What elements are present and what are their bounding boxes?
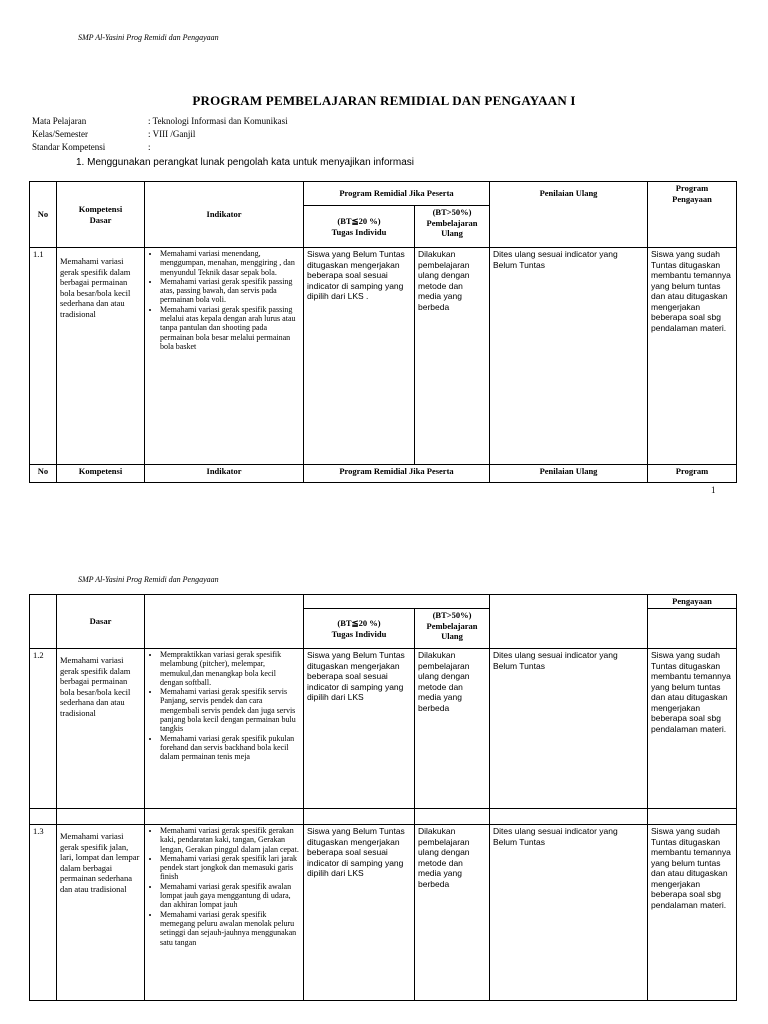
table-row [30,825,737,1001]
header-indikator: Indikator [145,465,304,483]
page-number: 1 [711,485,716,495]
header-kompetensi-dasar [57,182,145,248]
list-item: • Memahami variasi gerak spesifik lari jarak pendek start jongkok dan memasuki garis finish [160,854,300,882]
meta-label: Kelas/Semester [32,129,88,139]
row-tugas-individu: Siswa yang Belum Tuntas ditugaskan mengerjakan beberapa soal sesuai indicator di samping yang dipilih dari LKS [304,825,415,1001]
header-penilaian-ulang: Penilaian Ulang [490,465,648,483]
standard-competence: 1. Menggunakan perangkat lunak pengolah kata untuk menyajikan informasi [76,157,414,168]
row-pembelajaran-ulang: Dilakukan pembelajaran ulang dengan metode dan media yang berbeda [415,248,490,465]
header-bt-over: (BT>50%) [432,610,472,620]
meta-value: : [148,142,151,152]
list-item: • Memahami variasi gerak spesifik memegang peluru awalan menolak peluru setinggi dan sejauh-jauhnya menggunakan satu tangan [160,910,300,947]
row-kompetensi: Memahami variasi gerak spesifik dalam berbagai permainan bola besar/bola kecil sederhana dan atau tradisional [57,649,145,809]
list-item: • Mempraktikkan variasi gerak spesifik melambung (pitcher), melempar, memukul,dan menangkap bola kecil dengan softball. [160,650,300,687]
header-ulang: Pembelajaran Ulang [426,217,478,238]
header-program-remidial: Program Remidial Jika Peserta [304,182,490,206]
row-indikator [145,248,304,465]
row-indikator [145,649,304,809]
list-item: • Memahami variasi gerak spesifik passing melalui atas kepala dengan arah lurus atau tanpa pantulan dan shooting pada permainan bola besar melalui permainan bola basket [160,305,300,351]
header-kompetensi: Kompetensi [57,465,145,483]
row-tugas-individu: Siswa yang Belum Tuntas ditugaskan mengerjakan beberapa soal sesuai indicator di samping yang dipilih dari LKS [304,649,415,809]
row-indikator [145,825,304,1001]
header-program: Program [675,183,709,193]
header-program-remidial: Program Remidial Jika Peserta [304,465,490,483]
header-bt-over: (BT>50%) [432,207,472,217]
header-note: SMP Al-Yasini Prog Remidi dan Pengayaan [78,33,219,42]
header-pengayaan: Pengayaan [648,595,737,609]
document-page-1 [0,0,768,508]
row-pengayaan: Siswa yang sudah Tuntas ditugaskan membantu temannya yang belum tuntas dan atau ditugaskan mengerjakan beberapa soal sbg pendalaman materi. [648,248,737,465]
remedial-table-1 [29,181,737,483]
list-item: • Memahami variasi gerak spesifik gerakan kaki, pendaratan kaki, tangan, Gerakan lengan, Gerakan pinggul dalam jalan cepat. [160,826,300,854]
header-kompetensi: Kompetensi [78,204,123,214]
header-pembelajaran-ulang [415,206,490,248]
header-penilaian-ulang: Penilaian Ulang [490,182,648,248]
header-dasar: Dasar [57,595,145,649]
table-row [30,649,737,809]
list-item: • Memahami variasi gerak spesifik passing atas, passing bawah, dan servis pada permainan bola voli. [160,277,300,305]
remedial-table-2 [29,594,737,1001]
meta-value: : Teknologi Informasi dan Komunikasi [148,116,288,126]
meta-label: Mata Pelajaran [32,116,87,126]
row-pengayaan: Siswa yang sudah Tuntas ditugaskan membantu temannya yang belum tuntas dan atau ditugaskan mengerjakan beberapa soal sbg pendalaman materi. [648,825,737,1001]
header-pengayaan: Pengayaan [672,193,712,204]
header-dasar: Dasar [89,214,112,225]
row-kompetensi: Memahami variasi gerak spesifik dalam berbagai permainan bola besar/bola kecil sederhana dan atau tradisional [57,248,145,465]
header-program: Program [648,465,737,483]
indikator-list [148,249,300,351]
header-program-pengayaan [648,182,737,248]
header-tugas-individu [304,206,415,248]
meta-value: : VIII /Ganjil [148,129,196,139]
indikator-list [148,826,300,947]
table-row [30,248,737,465]
list-item: • Memahami variasi gerak spesifik awalan lompat jauh gaya menggantung di udara, dan akhiran lompat jauh [160,882,300,910]
row-no: 1.3 [30,825,57,1001]
page-gap [0,508,768,570]
repeat-header-row [30,465,737,483]
list-item: • Memahami variasi gerak spesifik pukulan forehand dan servis backhand bola kecil dalam permainan tenis meja [160,734,300,762]
header-tugas-individu [304,609,415,649]
header-indikator: Indikator [145,182,304,248]
header-pembelajaran-ulang [415,609,490,649]
row-penilaian-ulang: Dites ulang sesuai indicator yang Belum Tuntas [490,825,648,1001]
list-item: • Memahami variasi gerak spesifik servis Panjang, servis pendek dan cara mengembali servis pendek dan juga servis panjang bola kecil dengan permainan bulu tangkis [160,687,300,733]
header-note: SMP Al-Yasini Prog Remidi dan Pengayaan [78,575,219,584]
document-page-2 [0,570,768,1024]
indikator-list [148,650,300,762]
row-tugas-individu: Siswa yang Belum Tuntas ditugaskan mengerjakan beberapa soal sesuai indicator di samping yang dipilih dari LKS . [304,248,415,465]
row-no: 1.1 [30,248,57,465]
row-no: 1.2 [30,649,57,809]
header-tugas: Tugas Individu [331,628,387,639]
header-ulang: Pembelajaran Ulang [426,620,478,641]
row-penilaian-ulang: Dites ulang sesuai indicator yang Belum Tuntas [490,248,648,465]
row-pengayaan: Siswa yang sudah Tuntas ditugaskan membantu temannya yang belum tuntas dan atau ditugaskan mengerjakan beberapa soal sbg pendalaman materi. [648,649,737,809]
header-no: No [30,465,57,483]
row-penilaian-ulang: Dites ulang sesuai indicator yang Belum Tuntas [490,649,648,809]
header-no: No [30,182,57,248]
header-tugas: Tugas Individu [331,226,387,237]
list-item: • Memahami variasi menendang, menggumpan, menahan, menggiring , dan menyundul Teknik dasar sepak bola. [160,249,300,277]
row-pembelajaran-ulang: Dilakukan pembelajaran ulang dengan metode dan media yang berbeda [415,649,490,809]
header-bt-under: (BT≦20 %) [337,216,381,226]
spacer-row [30,809,737,825]
row-pembelajaran-ulang: Dilakukan pembelajaran ulang dengan metode dan media yang berbeda [415,825,490,1001]
header-bt-under: (BT≦20 %) [337,618,381,628]
row-kompetensi: Memahami variasi gerak spesifik jalan, lari, lompat dan lempar dalam berbagai permainan sederhana dan atau tradisional [57,825,145,1001]
meta-label: Standar Kompetensi [32,142,106,152]
page-title: PROGRAM PEMBELAJARAN REMIDIAL DAN PENGAYAAN I [192,93,576,108]
